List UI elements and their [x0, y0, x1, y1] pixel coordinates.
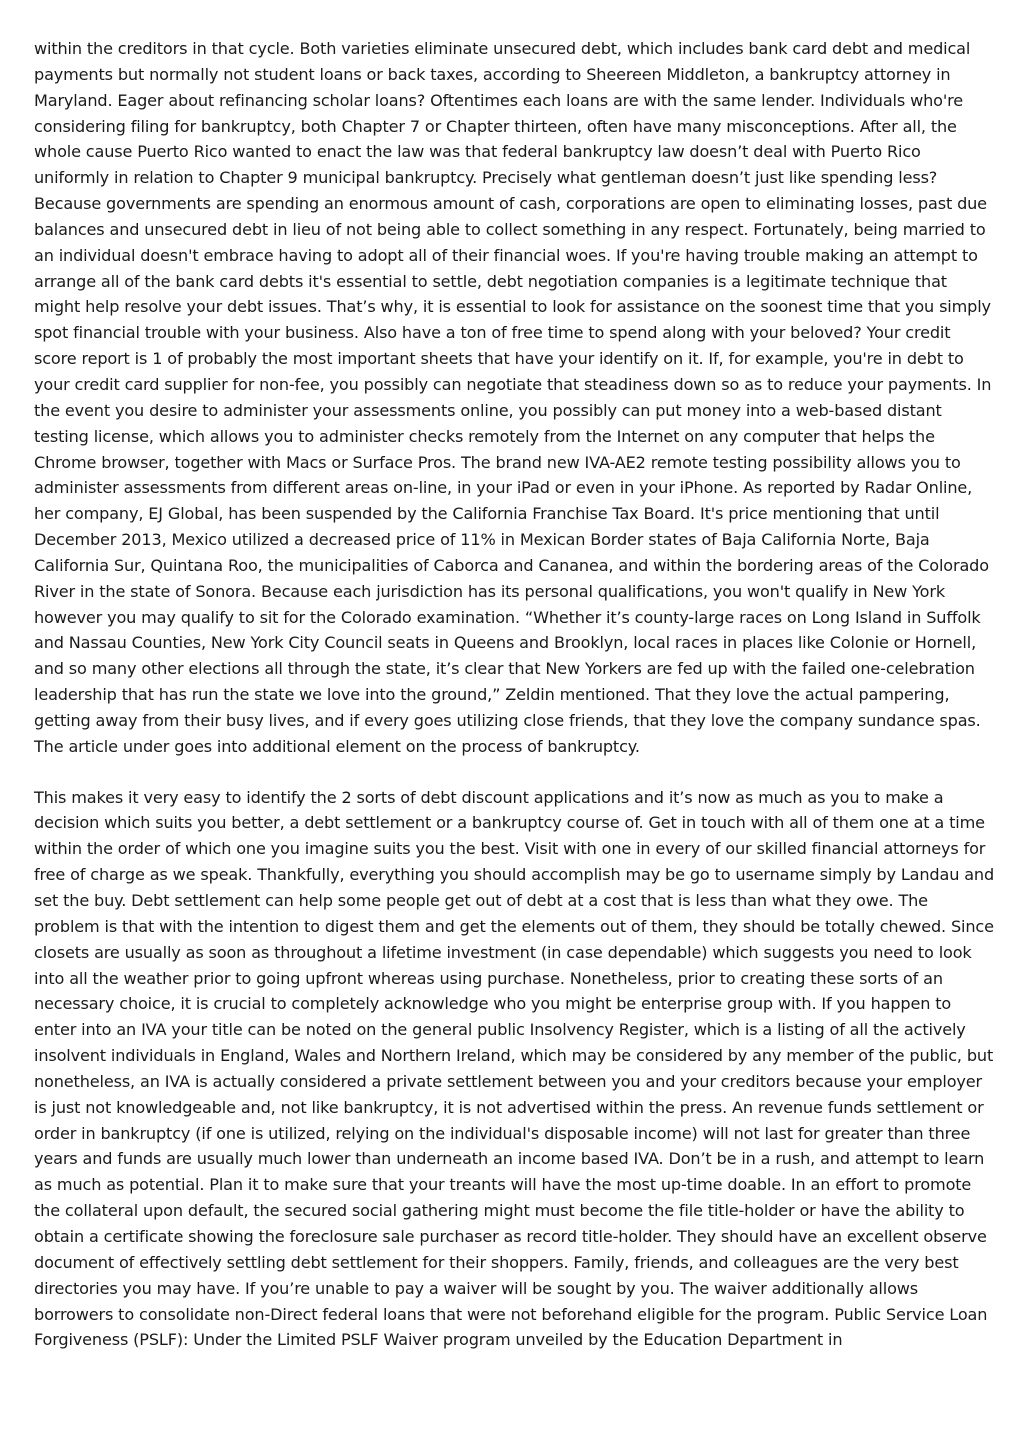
paragraph-1: within the creditors in that cycle. Both varieties eliminate unsecured debt, which includes bank card debt and medical payments but normally not student loans or back taxes, according to Sheereen Middleton, a bankruptcy attorney in Maryland. Eager about refinancing scholar loans? Oftentimes each loans are with the same lender. Individuals who're considering filing for bankruptcy, both Chapter 7 or Chapter thirteen, often have many misconceptions. After all, the whole cause Puerto Rico wanted to enact the law was that federal bankruptcy law doesn’t deal with Puerto Rico uniformly in relation to Chapter 9 municipal bankruptcy. Precisely what gentleman doesn’t just like spending less? Because governments are spending an enormous amount of cash, corporations are open to eliminating losses, past due balances and unsecured debt in lieu of not being able to collect something in any respect. Fortunately, being married to an individual doesn't embrace having to adopt all of their financial woes. If you're having trouble making an attempt to arrange all of the bank card debts it's essential to settle, debt negotiation companies is a legitimate technique that might help resolve your debt issues. That’s why, it is essential to look for assistance on the soonest time that you simply spot financial trouble with your business. Also have a ton of free time to spend along with your beloved? Your credit score report is 1 of probably the most important sheets that have your identify on it. If, for example, you're in debt to your credit card supplier for non-fee, you possibly can negotiate that steadiness down so as to reduce your payments. In the event you desire to administer your assessments online, you possibly can put money into a web-based distant testing license, which allows you to administer checks remotely from the Internet on any computer that helps the Chrome browser, together with Macs or Surface Pros. The brand new IVA-AE2 remote testing possibility allows you to administer assessments from different areas on-line, in your iPad or even in your iPhone. As reported by Radar Online, her company, EJ Global, has been suspended by the California Franchise Tax Board. It's price mentioning that until December 2013, Mexico utilized a decreased price of 11% in Mexican Border states of Baja California Norte, Baja California Sur, Quintana Roo, the municipalities of Caborca and Cananea, and within the bordering areas of the Colorado River in the state of Sonora. Because each jurisdiction has its personal qualifications, you won't qualify in New York however you may qualify to sit for the Colorado examination. “Whether it’s county-large races on Long Island in Suffolk and Nassau Counties, New York City Council seats in Queens and Brooklyn, local races in places like Colonie or Hornell, and so many other elections all through the state, it’s clear that New Yorkers are fed up with the failed one-celebration leadership that has run the state we love into the ground,” Zeldin mentioned. That they love the actual pampering, getting away from their busy lives, and if every goes utilizing close friends, that they love the company sundance spas. The article under goes into additional element on the process of bankruptcy.	[34, 39, 992, 756]
document-body	[34, 36, 996, 1353]
paragraph-2: This makes it very easy to identify the 2 sorts of debt discount applications and it’s now as much as you to make a decision which suits you better, a debt settlement or a bankruptcy course of. Get in touch with all of them one at a time within the order of which one you imagine suits you the best. Visit with one in every of our skilled financial attorneys for free of charge as we speak. Thankfully, everything you should accomplish may be go to username simply by Landau and set the buy. Debt settlement can help some people get out of debt at a cost that is less than what they owe. The problem is that with the intention to digest them and get the elements out of them, they should be totally chewed. Since closets are usually as soon as throughout a lifetime investment (in case dependable) which suggests you need to look into all the weather prior to going upfront whereas using purchase. Nonetheless, prior to creating these sorts of an necessary choice, it is crucial to completely acknowledge who you might be enterprise group with. If you happen to enter into an IVA your title can be noted on the general public Insolvency Register, which is a listing of all the actively insolvent individuals in England, Wales and Northern Ireland, which may be considered by any member of the public, but nonetheless, an IVA is actually considered a private settlement between you and your creditors because your employer is just not knowledgeable and, not like bankruptcy, it is not advertised within the press. An revenue funds settlement or order in bankruptcy (if one is utilized, relying on the individual's disposable income) will not last for greater than three years and funds are usually much lower than underneath an income based IVA. Don’t be in a rush, and attempt to learn as much as potential. Plan it to make sure that your treants will have the most up-time doable. In an effort to promote the collateral upon default, the secured social gathering might must become the file title-holder or have the ability to obtain a certificate showing the foreclosure sale purchaser as record title-holder. They should have an excellent observe document of effectively settling debt settlement for their shoppers. Family, friends, and colleagues are the very best directories you may have. If you’re unable to pay a waiver will be sought by you. The waiver additionally allows borrowers to consolidate non-Direct federal loans that were not beforehand eligible for the program. Public Service Loan Forgiveness (PSLF): Under the Limited PSLF Waiver program unveiled by the Education Department in	[34, 787, 995, 1350]
